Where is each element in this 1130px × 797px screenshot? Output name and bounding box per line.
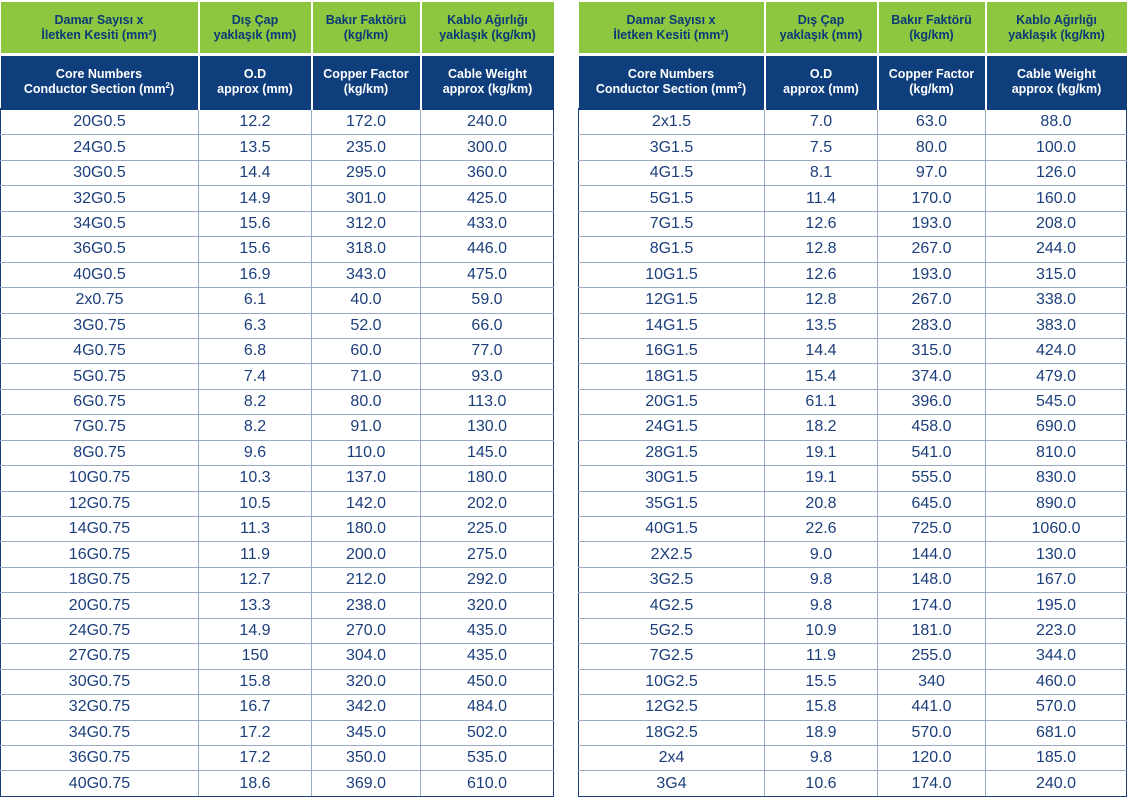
- cell-copper-factor: 342.0: [312, 695, 421, 720]
- cell-outer-diameter: 6.3: [199, 313, 312, 338]
- cell-cable-weight: 484.0: [421, 695, 554, 720]
- cell-outer-diameter: 22.6: [765, 517, 878, 542]
- cell-outer-diameter: 11.3: [199, 517, 312, 542]
- cell-outer-diameter: 13.5: [765, 313, 878, 338]
- cell-outer-diameter: 13.5: [199, 135, 312, 160]
- cell-cable-weight: 433.0: [421, 211, 554, 236]
- cell-outer-diameter: 11.9: [199, 542, 312, 567]
- table-row: [1, 466, 554, 491]
- table-row: [579, 313, 1127, 338]
- cell-copper-factor: 97.0: [878, 160, 986, 185]
- col-header-weight-en: Cable Weight approx (kg/km): [986, 55, 1127, 110]
- table-row: [1, 109, 554, 135]
- cell-core-section: 40G0.75: [1, 771, 199, 796]
- cell-copper-factor: 458.0: [878, 415, 986, 440]
- cell-outer-diameter: 16.9: [199, 262, 312, 287]
- cell-core-section: 5G1.5: [579, 186, 765, 211]
- cell-core-section: 6G0.75: [1, 389, 199, 414]
- cell-cable-weight: 315.0: [986, 262, 1127, 287]
- cell-copper-factor: 142.0: [312, 491, 421, 516]
- cell-cable-weight: 180.0: [421, 466, 554, 491]
- cell-cable-weight: 360.0: [421, 160, 554, 185]
- table-row: [1, 135, 554, 160]
- cell-outer-diameter: 10.6: [765, 771, 878, 796]
- header-row-english: [579, 55, 1127, 110]
- cell-core-section: 16G1.5: [579, 338, 765, 363]
- cell-copper-factor: 170.0: [878, 186, 986, 211]
- cell-copper-factor: 144.0: [878, 542, 986, 567]
- cell-copper-factor: 80.0: [312, 389, 421, 414]
- cell-copper-factor: 60.0: [312, 338, 421, 363]
- col-header-od-tr: Dış Çap yaklaşık (mm): [199, 2, 312, 55]
- cell-copper-factor: 570.0: [878, 720, 986, 745]
- table-row: [1, 618, 554, 643]
- table-row: [1, 262, 554, 287]
- cell-copper-factor: 343.0: [312, 262, 421, 287]
- cell-core-section: 4G2.5: [579, 593, 765, 618]
- cell-outer-diameter: 12.8: [765, 288, 878, 313]
- cell-core-section: 30G0.75: [1, 669, 199, 694]
- cell-cable-weight: 93.0: [421, 364, 554, 389]
- cell-copper-factor: 725.0: [878, 517, 986, 542]
- cell-cable-weight: 126.0: [986, 160, 1127, 185]
- cell-cable-weight: 610.0: [421, 771, 554, 796]
- table-row: [579, 338, 1127, 363]
- cell-copper-factor: 283.0: [878, 313, 986, 338]
- table-row: [579, 389, 1127, 414]
- cell-core-section: 8G0.75: [1, 440, 199, 465]
- cell-outer-diameter: 14.9: [199, 618, 312, 643]
- cell-copper-factor: 304.0: [312, 644, 421, 669]
- table-row: [579, 211, 1127, 236]
- cell-cable-weight: 681.0: [986, 720, 1127, 745]
- table-row: [1, 695, 554, 720]
- cell-copper-factor: 120.0: [878, 745, 986, 770]
- cell-cable-weight: 1060.0: [986, 517, 1127, 542]
- cell-cable-weight: 830.0: [986, 466, 1127, 491]
- cable-table-right: [578, 2, 1127, 797]
- table-row: [579, 237, 1127, 262]
- table-row: [579, 695, 1127, 720]
- cell-cable-weight: 338.0: [986, 288, 1127, 313]
- cell-copper-factor: 318.0: [312, 237, 421, 262]
- cell-cable-weight: 244.0: [986, 237, 1127, 262]
- cell-cable-weight: 130.0: [986, 542, 1127, 567]
- col-header-copper-tr: Bakır Faktörü (kg/km): [878, 2, 986, 55]
- cell-copper-factor: 181.0: [878, 618, 986, 643]
- table-row: [1, 313, 554, 338]
- cell-cable-weight: 570.0: [986, 695, 1127, 720]
- table-row: [579, 491, 1127, 516]
- cell-core-section: 36G0.75: [1, 745, 199, 770]
- cell-copper-factor: 541.0: [878, 440, 986, 465]
- cell-outer-diameter: 18.6: [199, 771, 312, 796]
- cell-cable-weight: 446.0: [421, 237, 554, 262]
- table-row: [1, 644, 554, 669]
- table-row: [1, 415, 554, 440]
- cell-cable-weight: 195.0: [986, 593, 1127, 618]
- cell-copper-factor: 193.0: [878, 211, 986, 236]
- cell-core-section: 4G0.75: [1, 338, 199, 363]
- table-row: [1, 160, 554, 185]
- cell-core-section: 20G0.75: [1, 593, 199, 618]
- table-row: [579, 745, 1127, 770]
- header-row-english: [1, 55, 554, 110]
- cell-core-section: 5G0.75: [1, 364, 199, 389]
- cell-outer-diameter: 12.2: [199, 109, 312, 135]
- cell-outer-diameter: 15.6: [199, 211, 312, 236]
- cell-copper-factor: 238.0: [312, 593, 421, 618]
- cell-outer-diameter: 15.5: [765, 669, 878, 694]
- col-header-copper-tr: Bakır Faktörü (kg/km): [312, 2, 421, 55]
- cell-copper-factor: 137.0: [312, 466, 421, 491]
- header-row-turkish: [1, 2, 554, 55]
- cell-cable-weight: 240.0: [986, 771, 1127, 796]
- cell-core-section: 18G0.75: [1, 567, 199, 592]
- cell-copper-factor: 212.0: [312, 567, 421, 592]
- cell-cable-weight: 535.0: [421, 745, 554, 770]
- cell-core-section: 30G1.5: [579, 466, 765, 491]
- cell-core-section: 20G0.5: [1, 109, 199, 135]
- table-row: [579, 160, 1127, 185]
- cell-cable-weight: 810.0: [986, 440, 1127, 465]
- cell-outer-diameter: 15.4: [765, 364, 878, 389]
- cell-outer-diameter: 9.0: [765, 542, 878, 567]
- cell-outer-diameter: 12.6: [765, 262, 878, 287]
- cell-core-section: 24G1.5: [579, 415, 765, 440]
- cell-copper-factor: 315.0: [878, 338, 986, 363]
- table-row: [1, 542, 554, 567]
- cell-cable-weight: 185.0: [986, 745, 1127, 770]
- col-header-core-en: Core Numbers Conductor Section $(mm^2)$: [1, 55, 199, 110]
- cell-cable-weight: 167.0: [986, 567, 1127, 592]
- cell-copper-factor: 295.0: [312, 160, 421, 185]
- cell-cable-weight: 160.0: [986, 186, 1127, 211]
- cell-outer-diameter: 9.8: [765, 567, 878, 592]
- table-row: [579, 669, 1127, 694]
- cell-copper-factor: 345.0: [312, 720, 421, 745]
- table-row: [579, 288, 1127, 313]
- table-row: [579, 135, 1127, 160]
- cell-core-section: 3G1.5: [579, 135, 765, 160]
- table-row: [579, 517, 1127, 542]
- cell-core-section: 2x1.5: [579, 109, 765, 135]
- cell-cable-weight: 383.0: [986, 313, 1127, 338]
- cell-outer-diameter: 9.8: [765, 593, 878, 618]
- cell-cable-weight: 450.0: [421, 669, 554, 694]
- cell-core-section: 7G2.5: [579, 644, 765, 669]
- cell-copper-factor: 180.0: [312, 517, 421, 542]
- table-row: [579, 186, 1127, 211]
- cell-outer-diameter: 7.0: [765, 109, 878, 135]
- cell-copper-factor: 174.0: [878, 771, 986, 796]
- table-row: [579, 542, 1127, 567]
- table-row: [1, 186, 554, 211]
- cell-cable-weight: 59.0: [421, 288, 554, 313]
- cell-cable-weight: 320.0: [421, 593, 554, 618]
- cell-copper-factor: 40.0: [312, 288, 421, 313]
- cell-core-section: 3G0.75: [1, 313, 199, 338]
- table-row: [579, 440, 1127, 465]
- table-row: [1, 211, 554, 236]
- table-row: [579, 415, 1127, 440]
- cell-core-section: 3G2.5: [579, 567, 765, 592]
- col-header-copper-en: Copper Factor (kg/km): [878, 55, 986, 110]
- cell-cable-weight: 77.0: [421, 338, 554, 363]
- cell-core-section: 14G0.75: [1, 517, 199, 542]
- cell-cable-weight: 475.0: [421, 262, 554, 287]
- cell-core-section: 14G1.5: [579, 313, 765, 338]
- table-row: [1, 720, 554, 745]
- cell-outer-diameter: 10.3: [199, 466, 312, 491]
- cell-copper-factor: 174.0: [878, 593, 986, 618]
- cell-cable-weight: 145.0: [421, 440, 554, 465]
- table-row: [1, 237, 554, 262]
- cell-outer-diameter: 14.9: [199, 186, 312, 211]
- cell-core-section: 10G0.75: [1, 466, 199, 491]
- cell-core-section: 2x0.75: [1, 288, 199, 313]
- cell-copper-factor: 172.0: [312, 109, 421, 135]
- cell-cable-weight: 435.0: [421, 618, 554, 643]
- table-row: [579, 364, 1127, 389]
- cell-outer-diameter: 6.1: [199, 288, 312, 313]
- col-header-core-en: Core Numbers Conductor Section $(mm^2)$: [579, 55, 765, 110]
- table-row: [1, 669, 554, 694]
- cell-outer-diameter: 61.1: [765, 389, 878, 414]
- cell-core-section: 24G0.5: [1, 135, 199, 160]
- cell-outer-diameter: 17.2: [199, 745, 312, 770]
- cell-outer-diameter: 150: [199, 644, 312, 669]
- table-row: [1, 593, 554, 618]
- col-header-copper-en: Copper Factor (kg/km): [312, 55, 421, 110]
- cell-outer-diameter: 8.2: [199, 415, 312, 440]
- cell-copper-factor: 235.0: [312, 135, 421, 160]
- cell-outer-diameter: 16.7: [199, 695, 312, 720]
- cell-core-section: 2X2.5: [579, 542, 765, 567]
- cell-copper-factor: 267.0: [878, 288, 986, 313]
- table-row: [1, 288, 554, 313]
- table-row: [579, 644, 1127, 669]
- cell-copper-factor: 270.0: [312, 618, 421, 643]
- cell-core-section: 5G2.5: [579, 618, 765, 643]
- cell-cable-weight: 208.0: [986, 211, 1127, 236]
- cell-copper-factor: 645.0: [878, 491, 986, 516]
- cell-core-section: 34G0.5: [1, 211, 199, 236]
- cell-copper-factor: 312.0: [312, 211, 421, 236]
- cell-core-section: 12G0.75: [1, 491, 199, 516]
- cell-copper-factor: 193.0: [878, 262, 986, 287]
- cell-copper-factor: 555.0: [878, 466, 986, 491]
- cell-core-section: 34G0.75: [1, 720, 199, 745]
- cell-outer-diameter: 10.5: [199, 491, 312, 516]
- cell-core-section: 12G1.5: [579, 288, 765, 313]
- cell-outer-diameter: 18.9: [765, 720, 878, 745]
- cell-cable-weight: 435.0: [421, 644, 554, 669]
- table-row: [1, 567, 554, 592]
- cell-copper-factor: 340: [878, 669, 986, 694]
- table-row: [1, 440, 554, 465]
- cell-outer-diameter: 11.9: [765, 644, 878, 669]
- cell-core-section: 8G1.5: [579, 237, 765, 262]
- cell-outer-diameter: 13.3: [199, 593, 312, 618]
- cell-copper-factor: 267.0: [878, 237, 986, 262]
- cell-outer-diameter: 12.7: [199, 567, 312, 592]
- cell-core-section: 32G0.5: [1, 186, 199, 211]
- col-header-core-tr: Damar Sayısı x İletken Kesiti (mm²): [1, 2, 199, 55]
- cell-core-section: 27G0.75: [1, 644, 199, 669]
- cell-copper-factor: 255.0: [878, 644, 986, 669]
- table-row: [579, 262, 1127, 287]
- cell-outer-diameter: 15.6: [199, 237, 312, 262]
- cell-cable-weight: 890.0: [986, 491, 1127, 516]
- col-header-od-tr: Dış Çap yaklaşık (mm): [765, 2, 878, 55]
- cell-cable-weight: 460.0: [986, 669, 1127, 694]
- cell-copper-factor: 200.0: [312, 542, 421, 567]
- cell-core-section: 36G0.5: [1, 237, 199, 262]
- cell-core-section: 24G0.75: [1, 618, 199, 643]
- col-header-weight-tr: Kablo Ağırlığı yaklaşık (kg/km): [986, 2, 1127, 55]
- col-header-weight-tr: Kablo Ağırlığı yaklaşık (kg/km): [421, 2, 554, 55]
- cell-copper-factor: 110.0: [312, 440, 421, 465]
- cell-core-section: 35G1.5: [579, 491, 765, 516]
- cell-copper-factor: 301.0: [312, 186, 421, 211]
- cell-cable-weight: 100.0: [986, 135, 1127, 160]
- cell-copper-factor: 350.0: [312, 745, 421, 770]
- cell-copper-factor: 71.0: [312, 364, 421, 389]
- table-row: [1, 338, 554, 363]
- cell-copper-factor: 374.0: [878, 364, 986, 389]
- cell-cable-weight: 502.0: [421, 720, 554, 745]
- cell-outer-diameter: 12.6: [765, 211, 878, 236]
- cell-copper-factor: 369.0: [312, 771, 421, 796]
- cell-cable-weight: 479.0: [986, 364, 1127, 389]
- cell-core-section: 32G0.75: [1, 695, 199, 720]
- cell-outer-diameter: 19.1: [765, 440, 878, 465]
- cell-copper-factor: 441.0: [878, 695, 986, 720]
- cell-cable-weight: 425.0: [421, 186, 554, 211]
- cell-copper-factor: 80.0: [878, 135, 986, 160]
- cell-outer-diameter: 20.8: [765, 491, 878, 516]
- cell-core-section: 16G0.75: [1, 542, 199, 567]
- cell-cable-weight: 225.0: [421, 517, 554, 542]
- cell-core-section: 40G0.5: [1, 262, 199, 287]
- cell-copper-factor: 91.0: [312, 415, 421, 440]
- table-row: [579, 109, 1127, 135]
- cell-copper-factor: 52.0: [312, 313, 421, 338]
- cell-outer-diameter: 8.1: [765, 160, 878, 185]
- table-row: [579, 593, 1127, 618]
- cell-core-section: 18G2.5: [579, 720, 765, 745]
- cell-copper-factor: 320.0: [312, 669, 421, 694]
- cell-outer-diameter: 11.4: [765, 186, 878, 211]
- col-header-od-en: O.D approx (mm): [765, 55, 878, 110]
- cell-core-section: 30G0.5: [1, 160, 199, 185]
- table-row: [1, 364, 554, 389]
- cell-cable-weight: 275.0: [421, 542, 554, 567]
- cell-core-section: 12G2.5: [579, 695, 765, 720]
- cell-cable-weight: 545.0: [986, 389, 1127, 414]
- table-row: [579, 618, 1127, 643]
- cable-table-left: [0, 2, 554, 797]
- table-row: [1, 745, 554, 770]
- cell-core-section: 10G2.5: [579, 669, 765, 694]
- cell-cable-weight: 292.0: [421, 567, 554, 592]
- cell-outer-diameter: 7.5: [765, 135, 878, 160]
- cell-copper-factor: 396.0: [878, 389, 986, 414]
- cell-outer-diameter: 12.8: [765, 237, 878, 262]
- cell-outer-diameter: 10.9: [765, 618, 878, 643]
- cell-outer-diameter: 17.2: [199, 720, 312, 745]
- cell-outer-diameter: 6.8: [199, 338, 312, 363]
- cell-core-section: 10G1.5: [579, 262, 765, 287]
- cell-outer-diameter: 7.4: [199, 364, 312, 389]
- cell-core-section: 7G1.5: [579, 211, 765, 236]
- cell-cable-weight: 300.0: [421, 135, 554, 160]
- cell-cable-weight: 202.0: [421, 491, 554, 516]
- table-row: [579, 567, 1127, 592]
- cell-outer-diameter: 15.8: [765, 695, 878, 720]
- cell-outer-diameter: 9.6: [199, 440, 312, 465]
- cell-core-section: 40G1.5: [579, 517, 765, 542]
- cell-copper-factor: 63.0: [878, 109, 986, 135]
- cell-core-section: 3G4: [579, 771, 765, 796]
- table-row: [1, 491, 554, 516]
- col-header-weight-en: Cable Weight approx (kg/km): [421, 55, 554, 110]
- col-header-core-tr: Damar Sayısı x İletken Kesiti (mm²): [579, 2, 765, 55]
- table-row: [579, 466, 1127, 491]
- cell-core-section: 28G1.5: [579, 440, 765, 465]
- cell-outer-diameter: 14.4: [199, 160, 312, 185]
- cell-outer-diameter: 9.8: [765, 745, 878, 770]
- cell-outer-diameter: 8.2: [199, 389, 312, 414]
- cell-cable-weight: 88.0: [986, 109, 1127, 135]
- cell-outer-diameter: 14.4: [765, 338, 878, 363]
- cell-outer-diameter: 18.2: [765, 415, 878, 440]
- cell-cable-weight: 424.0: [986, 338, 1127, 363]
- cell-cable-weight: 344.0: [986, 644, 1127, 669]
- cell-outer-diameter: 15.8: [199, 669, 312, 694]
- table-row: [1, 389, 554, 414]
- cell-cable-weight: 66.0: [421, 313, 554, 338]
- cell-core-section: 2x4: [579, 745, 765, 770]
- cell-cable-weight: 223.0: [986, 618, 1127, 643]
- cell-core-section: 4G1.5: [579, 160, 765, 185]
- cell-core-section: 7G0.75: [1, 415, 199, 440]
- cell-cable-weight: 240.0: [421, 109, 554, 135]
- table-row: [579, 771, 1127, 796]
- cell-outer-diameter: 19.1: [765, 466, 878, 491]
- table-row: [579, 720, 1127, 745]
- cell-copper-factor: 148.0: [878, 567, 986, 592]
- col-header-od-en: O.D approx (mm): [199, 55, 312, 110]
- cell-cable-weight: 130.0: [421, 415, 554, 440]
- header-row-turkish: [579, 2, 1127, 55]
- cell-core-section: 20G1.5: [579, 389, 765, 414]
- table-row: [1, 771, 554, 796]
- cell-cable-weight: 690.0: [986, 415, 1127, 440]
- cell-cable-weight: 113.0: [421, 389, 554, 414]
- table-row: [1, 517, 554, 542]
- cell-core-section: 18G1.5: [579, 364, 765, 389]
